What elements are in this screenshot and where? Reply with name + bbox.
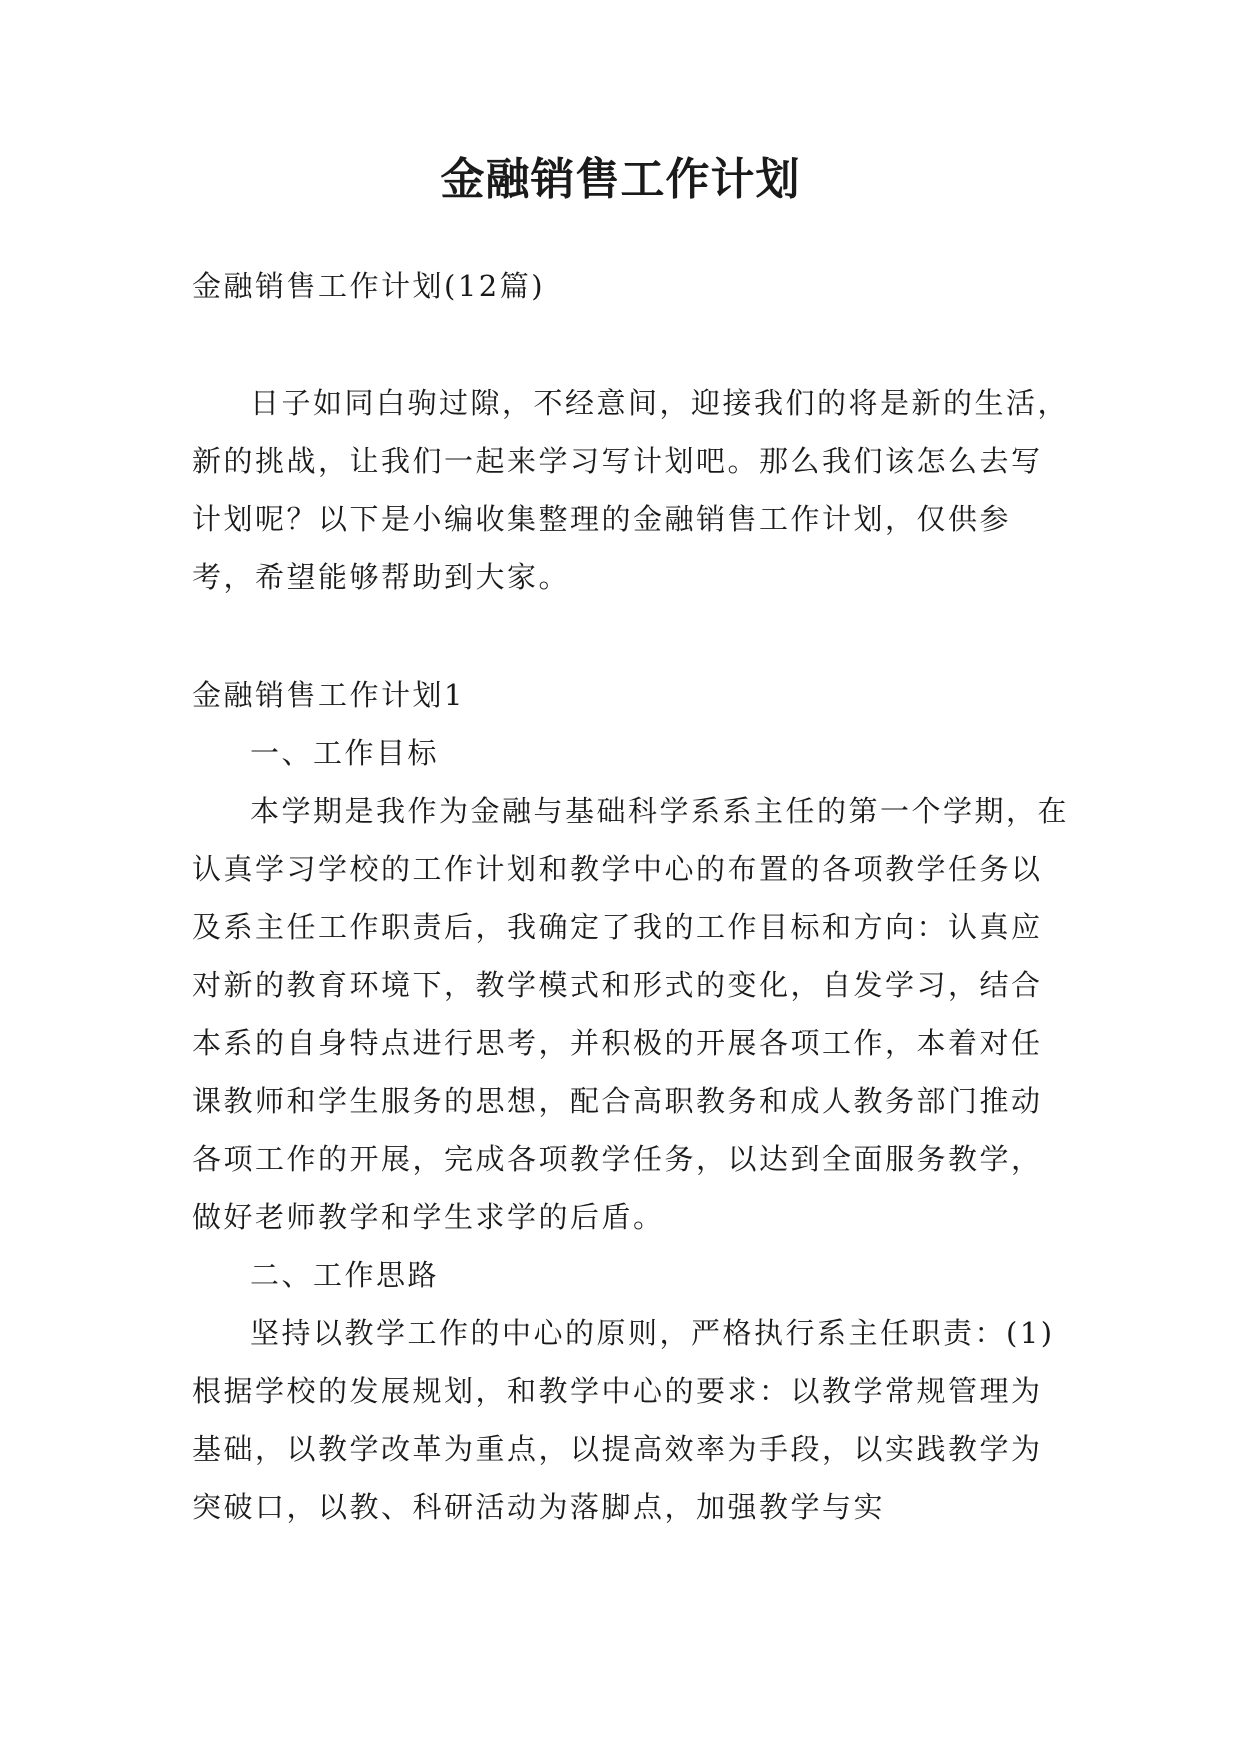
- intro-paragraph: 日子如同白驹过隙，不经意间，迎接我们的将是新的生活，新的挑战，让我们一起来学习写计划吧。那么我们该怎么去写计划呢？以下是小编收集整理的金融销售工作计划，仅供参考，希望能够帮助到大家。: [192, 386, 1070, 594]
- approach-paragraph: 坚持以教学工作的中心的原则，严格执行系主任职责：(1)根据学校的发展规划，和教学中心的要求：以教学常规管理为基础，以教学改革为重点，以提高效率为手段，以实践教学为突破口，以教、科研活动为落脚点，加强教学与实: [192, 1316, 1055, 1524]
- goals-paragraph: 本学期是我作为金融与基础科学系系主任的第一个学期，在认真学习学校的工作计划和教学中心的布置的各项教学任务以及系主任工作职责后，我确定了我的工作目标和方向：认真应对新的教育环境下，教学模式和形式的变化，自发学习，结合本系的自身特点进行思考，并积极的开展各项工作，本着对任课教师和学生服务的思想，配合高职教务和成人教务部门推动各项工作的开展，完成各项教学任务，以达到全面服务教学，做好老师教学和学生求学的后盾。: [192, 794, 1070, 1234]
- section-heading-goals: 一、工作目标: [250, 736, 440, 770]
- document-title: 金融销售工作计划: [440, 154, 801, 205]
- document-subtitle: 金融销售工作计划(12篇): [192, 269, 546, 303]
- document-body: [192, 258, 1072, 1536]
- section-title: 金融销售工作计划1: [192, 678, 465, 712]
- section-heading-approach: 二、工作思路: [250, 1258, 440, 1292]
